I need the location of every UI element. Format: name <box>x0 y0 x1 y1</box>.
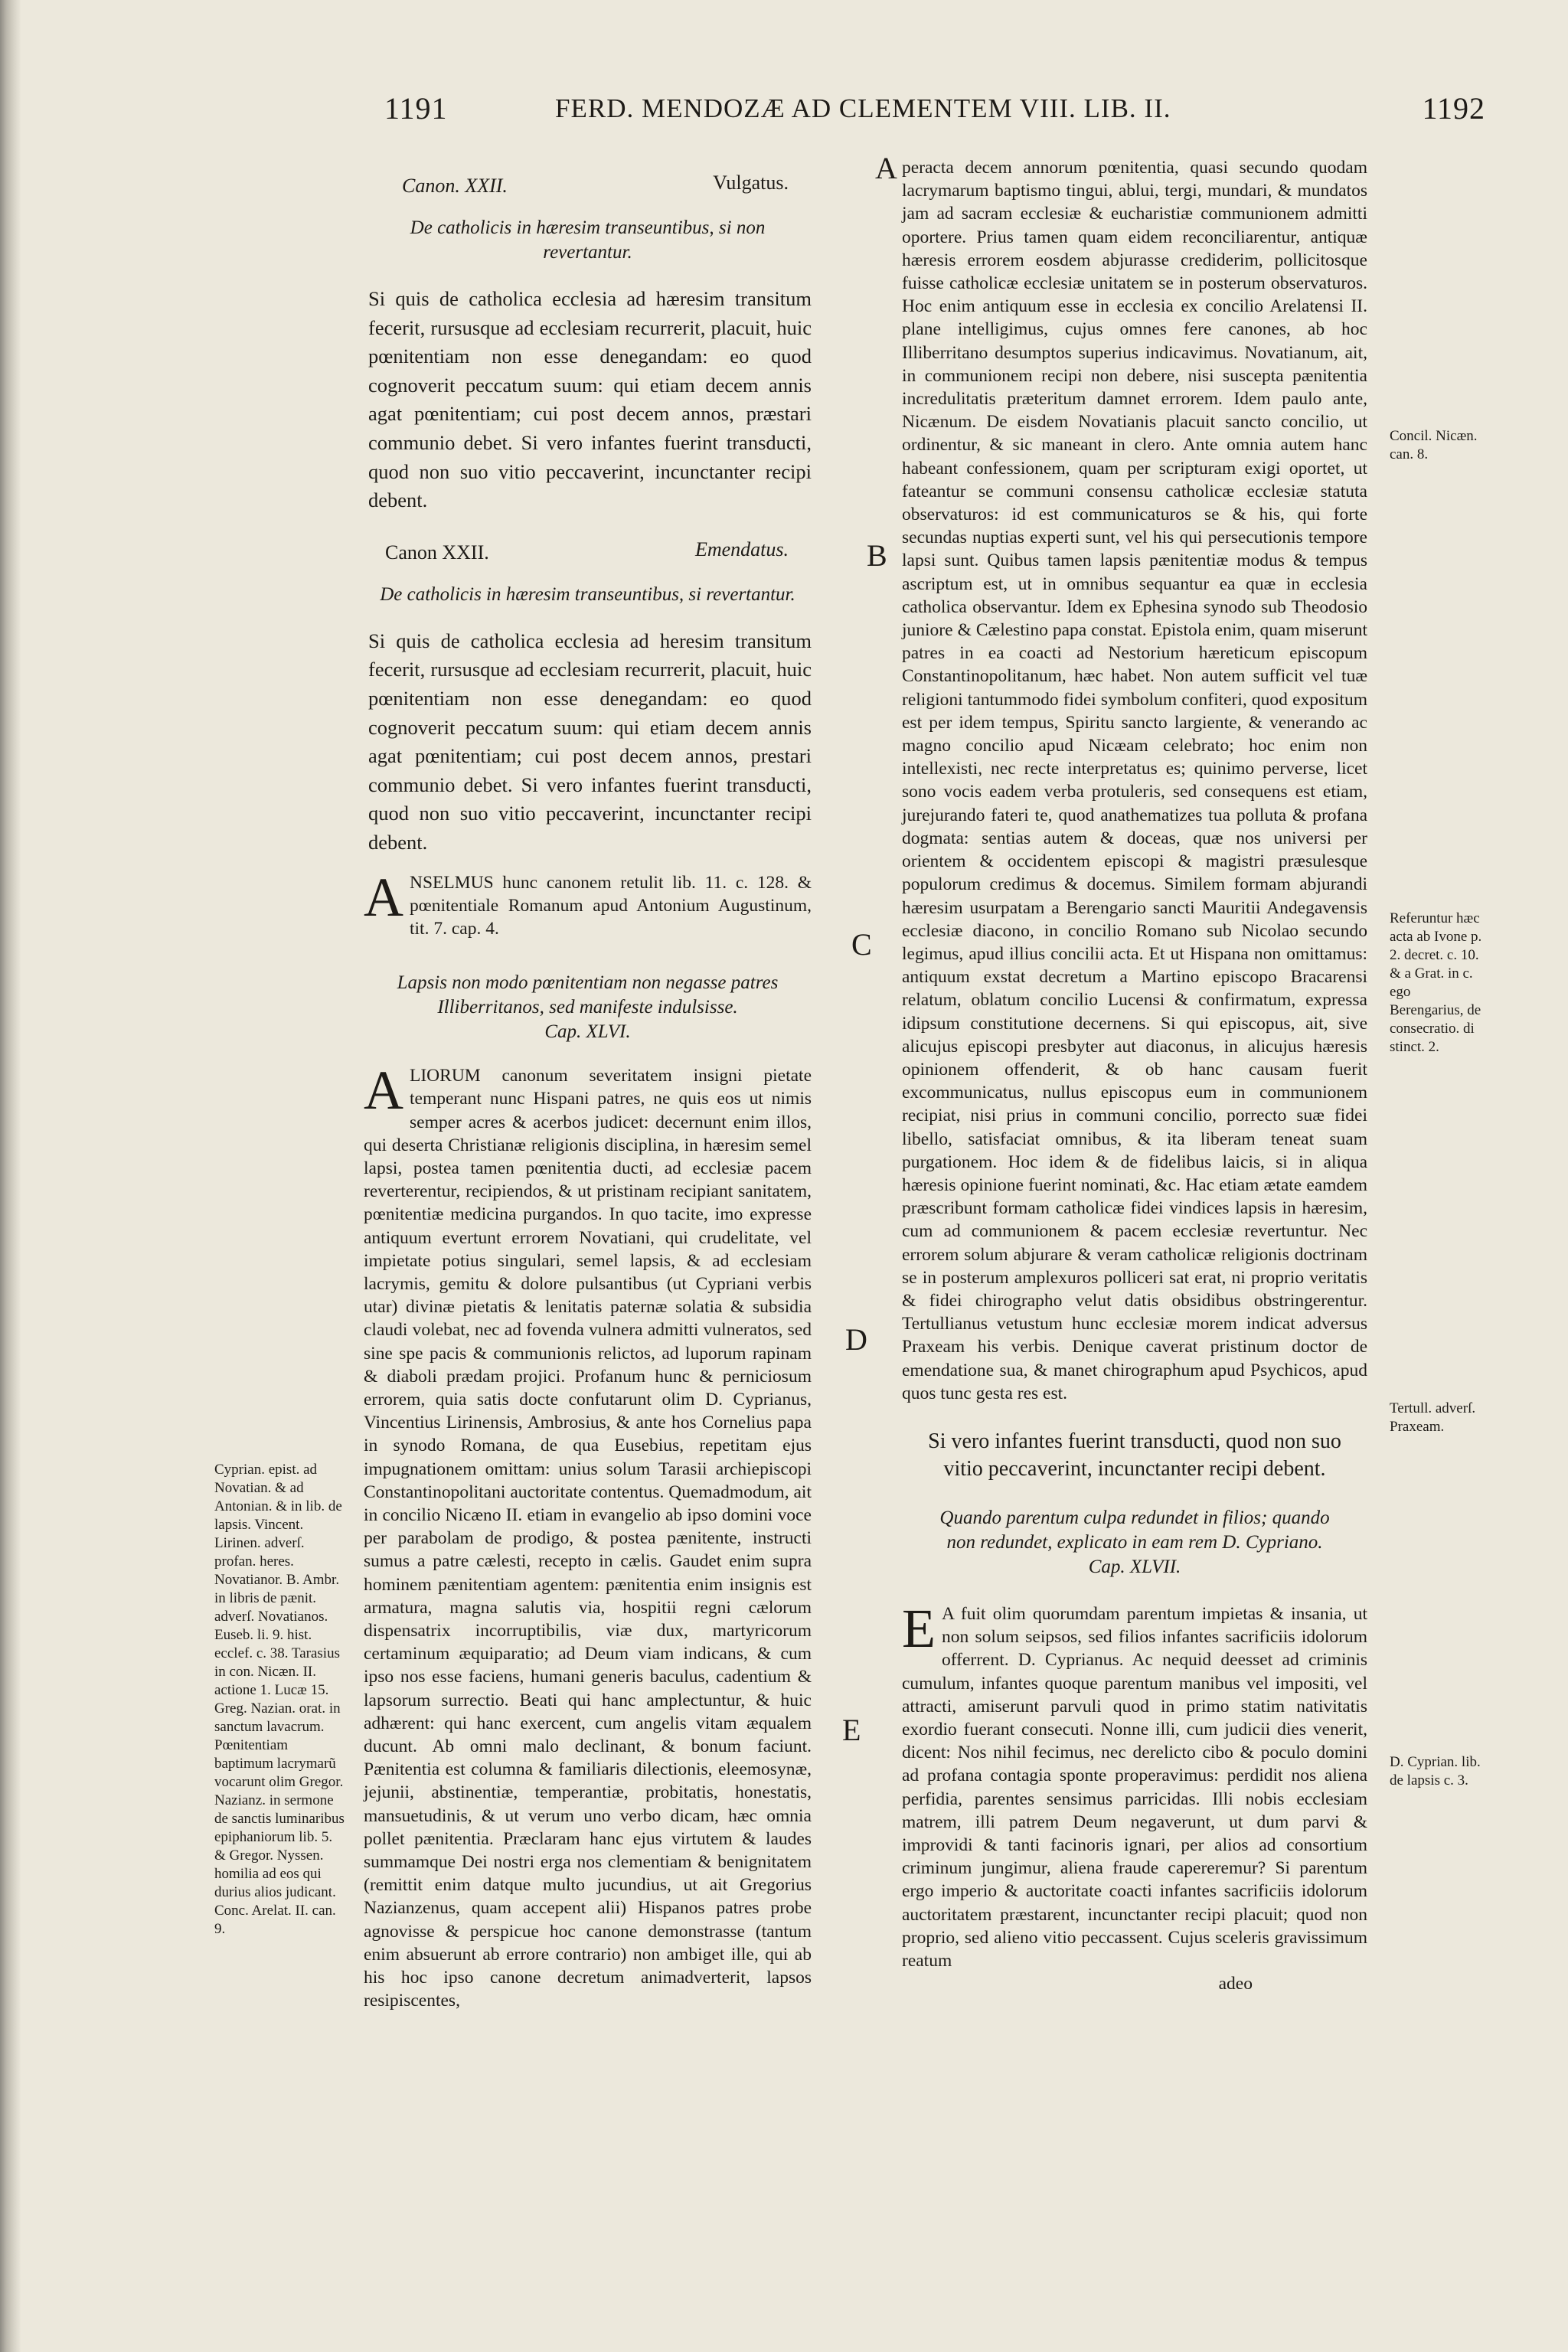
paragraph-text: A fuit olim quorumdam parentum impietas & insania, ut non solum seipsos, sed filios infantes sacrificiis idolorum offerrent. D. Cyprianus. Ac nequid deesset ad criminis cumulum, infantes quoque parentum manibus vel impositi, vel attracti, amiserunt parvuli quod in primo statim nativitatis exordio fuerant consecuti. Nonne illi, cum judicii dies venerit, dicent: Nos nihil fecimus, nec derelicto cibo & poculo domini ad profana contagia sponte properavimus: perdidit nos aliena perfidia, parentes sensimus parricidas. Illi nobis ecclesiam matrem, illi patrem Deum negaverunt, ut dum parvi & improvidi & tanti facinoris ignari, per alios ad consortium criminum jungimur, aliena fraude capereremur? Si parentum ergo imperio & auctoritate coacti infantes sacrificiis idolorum auctoritatem præstarent, incunctanter recipi placuit; quod non proprio, sed alieno vitio peccassent. Cujus sceleris gravissimum reatum <box>902 1603 1367 1971</box>
running-title: FERD. MENDOZÆ AD CLEMENTEM VIII. LIB. II. <box>555 93 1171 123</box>
margin-note: Referuntur hæc acta ab Ivone p. 2. decret. c. 10. & a Grat. in c. ego Berengarius, de consecratio. di stinct. 2. <box>1390 910 1482 1055</box>
catchword: adeo <box>1218 1974 1253 1994</box>
drop-cap: A <box>364 1060 403 1122</box>
canon-clause: Si vero infantes fuerint transducti, quod non suo vitio peccaverint, incunctanter recipi debent. <box>928 1429 1341 1481</box>
chapter-number: Cap. XLVI. <box>544 1021 631 1043</box>
canon-title: De catholicis in hæresim transeuntibus, si revertantur. <box>380 583 795 605</box>
section-letter: B <box>867 538 887 573</box>
canon-text: Si quis de catholica ecclesia ad heresim transitum fecerit, rursusque ad ecclesiam recurrerit, placuit, huic pœnitentiam non esse denegandam: eo quod cognoverit peccatum suum: qui etiam decem annis agat pœnitentiam; cui post decem annos, prestari communio debet. Si vero infantes fuerint transducti, quod non suo vitio peccaverint, incunctanter recipi debent. <box>368 629 812 854</box>
canon-label: Canon. XXII. <box>402 175 508 197</box>
canon-label: Canon XXII. <box>385 541 489 564</box>
drop-cap: A <box>364 866 403 928</box>
right-column <box>902 156 1367 1995</box>
paragraph-text: canonum severitatem insigni pietate temperant nunc Hispani patres, ne quis eos ut nimis semper acres & acerbos judicet: decernunt enim illos, qui deserta Christianæ religionis disciplina, in hæresim semel lapsi, postea tamen pœnitentia ducti, ad ecclesiæ pacem reverterentur, recipiendos, & ut pristinam recipiant sanitatem, pœnitentiæ medicina purgandos. In quo tacite, imo expresse antiquum evertunt errorem Novatiani, qui crudelitate, vel impietate potius singulari, semel lapsis, & ad ecclesiam lacrymis, gemitu & dolore pulsantibus (ut Cypriani verbis utar) divinæ pietatis & lenitatis paternæ solatia & subsidia claudi volebat, nec ad fovenda vulnera admitti vulneratos, sed sine spe pacis & communionis relictos, ad luporum rapinam & diaboli prædam projici. Profanum hunc & perniciosum errorem, quia satis docte confutarunt olim D. Cyprianus, Vincentius Lirinensis, Ambrosius, & ante hos Cornelius papa in synodo Romana, de qua Eusebius, repetitam ejus impugnationem omittam: unius solum Tarasii archiepiscopi Constantinopolitani auctoritate contentus. Quemadmodum, ait in concilio Nicæno II. etiam in evangelio ab ipso domini voce per parabolam de prodigo, & postea pænitente, instructi sumus a patre cælesti, recepto in cælis. Gaudet enim supra hominem pænitentiam agentem: pænitentia enim insignis est armatura, magna salutis via, hospitii regni cælorum dispensatrix incorruptibilis, viæ dux, martyricorum certaminum æquiparatio; ad Deum viam indicans, & cum ipso nos esse faciens, humani generis baculus, cadentium & lapsorum surrectio. Beati qui hanc amplectuntur, & huic adhærent: qui hanc exercent, cum angelis vitam æqualem ducunt. Ab omni malo declinant, & bonum faciunt. Pænitentia est columna & familiaris dilectionis, eleemosynæ, jejunii, abstinentiæ, temperantiæ, probitatis, honestatis, mansuetudinis, & ut verum uno verbo dicam, hæc omnia pollet pænitentia. Præclaram hanc ejus virtutem & laudes summamque Dei nostri erga nos clementiam & benignitatem (remittit enim datque multo jucundius, ut ait Gregorius Nazianzenus, quam accepent alii) Hispanos patres probe agnovisse & perspicue hoc canone demonstrasse (tantum enim absuerunt ab errore contrario) non ambiget ille, qui ab his hoc ipso canone decretum animadverterit, lapsos resipiscentes, <box>364 1066 812 2011</box>
chapter-number: Cap. XLVII. <box>1088 1556 1181 1577</box>
section-letter: C <box>851 927 872 962</box>
canon-title: De catholicis in hæresim transeuntibus, si non revertantur. <box>410 217 766 263</box>
margin-note: Concil. Nicæn. can. 8. <box>1390 428 1478 462</box>
book-gutter <box>0 0 21 2352</box>
canon-vulgatus-head <box>364 172 812 199</box>
section-letter: E <box>842 1713 861 1747</box>
canon-version: Vulgatus. <box>713 172 789 194</box>
paragraph-text: hunc canonem retulit lib. 11. c. 128. & pœnitentiale Romanum apud Antonium Augustinum, tit. 7. cap. 4. <box>410 872 812 939</box>
canon-version: Emendatus. <box>694 537 789 560</box>
canon-text: Si quis de catholica ecclesia ad hæresim transitum fecerit, rursusque ad ecclesiam recurrerit, placuit, huic pœnitentiam non esse denegandam: eo quod cognoverit peccatum suum: qui etiam decem annis agat pœnitentiam; cui post decem annos, præstari communio debet. Si vero infantes fuerint transducti, quod non suo vitio peccaverint, incunctanter recipi debent. <box>368 287 812 512</box>
canon-emendatus-head <box>364 538 812 566</box>
anselmus-paragraph <box>364 866 812 941</box>
margin-note: Cyprian. epist. ad Novatian. & ad Antonian. & in lib. de lapsis. Vincent. Lirinen. adverſ. profan. heres. Novatianor. B. Ambr. in libris de pænit. adverſ. Novatianos. Euseb. li. 9. hist. ecclef. c. 38. Tarasius in con. Nicæn. II. actione 1. Lucæ 15. Greg. Nazian. orat. in sanctum lavacrum. Pœnitentiam baptimum lacrymarũ vocarunt olim Gregor. Nazianz. in sermone de sanctis luminaribus epiphaniorum lib. 5. & Gregor. Nyssen. homilia ad eos qui durius alios judicant. Conc. Arelat. II. can. 9. <box>214 1462 345 1937</box>
section-letter: D <box>845 1322 867 1357</box>
margin-note: D. Cyprian. lib. de lapsis c. 3. <box>1390 1754 1481 1788</box>
right-page-number: 1192 <box>1422 91 1485 126</box>
page-header <box>360 90 1485 136</box>
left-page-number: 1191 <box>384 91 448 126</box>
chapter-title: Lapsis non modo pœnitentiam non negasse patres Illiberritanos, sed manifeste indulsisse. <box>397 972 779 1018</box>
margin-note: Tertull. adverſ. Praxeam. <box>1390 1400 1476 1435</box>
chapter-text <box>364 1060 812 2012</box>
section-letter: A <box>875 151 897 185</box>
paragraph-text: peracta decem annorum pœnitentia, quasi secundo quodam lacrymarum baptismo tingui, ablui, tergi, mundari, & mundatos jam ad sacram ecclesiæ & eucharistiæ communionem admitti oportere. Prius tamen quam eidem reconciliarentur, antiquæ hæresis errorem eosdem abjurasse crediderim, pollicitosque fuisse catholicæ ecclesiæ unitatem se in posterum observaturos. Hoc enim antiquum esse in ecclesia ex concilio Arelatensi II. plane intelligimus, cujus omnes fere canones, ab hoc Illiberritano desumptos superius indicavimus. Novatianum, ait, in communionem recipi non debere, nisi suscepta pænitentia incredulitatis præteritum damnet errorem. Idem paulo ante, Nicænum. De eisdem Novatianis placuit sancto concilio, ut ordinentur, & sic maneant in clero. Ante omnia autem hanc habeant confessionem, quam per scripturam exigi oportet, ut fateantur se communi consensu catholicæ ecclesiæ statuta observaturos: id est communicaturos se & his, qui forte secundas nuptias experti sunt, vel his qui persecutionis tempore lapsi sunt. Quibus tamen lapsis pænitentiæ modus & tempus ascriptum est, ut in omnibus sequantur ea quæ in ecclesia catholica observantur. Idem ex Ephesina synodo sub Theodosio juniore & Cælestino papa constat. Epistola enim, quam miserunt patres in ea coacti ad Nestorium hæreticum episcopum Constantinopolitanum, hæc habet. Non autem sufficit vel tuæ religioni tantummodo fidei symbolum confiteri, quod expositum est per idem tempus, Spiritu sancto largiente, & venerando ac magno concilio apud Nicæam celebrato; hoc enim non intellexisti, nec recte interpretatus es; quinimo perverse, licet sono vocis eadem verba protuleris, sed consequens est etiam, jurejurando fateri te, quod anathematizes tua polluta & profana dogmata: sentias autem & doceas, quæ nos universi per orientem & occidentem episcopi & magistri præsulesque populorum credimus & docemus. Similem formam abjurandi hæresim usurpatam a Berengario sancti Mauritii Andegavensis ecclesiæ diacono, in concilio Romano sub Nicolao secundo legimus, apud illius concilii acta. Et ut Hispana non omittamus: antiquum exstat decretum a Martino episcopo Bracarensi relatum, oblatum concilio Lucensi & confirmatum, expressa idipsum constitutione decernens. Si qui episcopus, ait, sive alicujus episcopi presbyter aut diaconus, in alicujus hæresis opinionem offenderit, & ob hanc causam fuerit excommunicatus, nullus episcopus eum in communionem recipiat, nisi prius in communi concilio, porrecto suæ fidei libello, satisfaciat omnibus, & ita liberam teneat suam purgationem. Hoc idem & de fidelibus laicis, si in aliqua hæresis opinione fuerint nominati, &c. Hac etiam ætate eamdem præscribunt formam catholicæ fidei vindices lapsis in hæresim, cum ad communionem & pacem ecclesiæ revertuntur. Nec errorem solum abjurare & veram catholicæ religionis doctrinam se in posterum amplexuros polliceri sat erat, ni proprio veritatis & fidei chirographo velut datis obsidibus obstringerentur. Tertullianus vetustum hunc ecclesiæ morem indicat adversus Praxeam his verbis. Denique caverat pristinum doctor de emendatione sua, & manet chirographum apud Psychicos, apud quos tunc gesta res est. <box>902 158 1367 1403</box>
chapter-text <box>902 1597 1367 1972</box>
chapter-title: Quando parentum culpa redundet in filios; quando non redundet, explicato in eam rem D. Cypriano. <box>939 1507 1330 1553</box>
lead-word: LIORUM <box>410 1066 481 1086</box>
drop-cap: E <box>902 1597 936 1659</box>
left-column <box>364 172 812 2012</box>
lead-word: NSELMUS <box>410 872 494 893</box>
